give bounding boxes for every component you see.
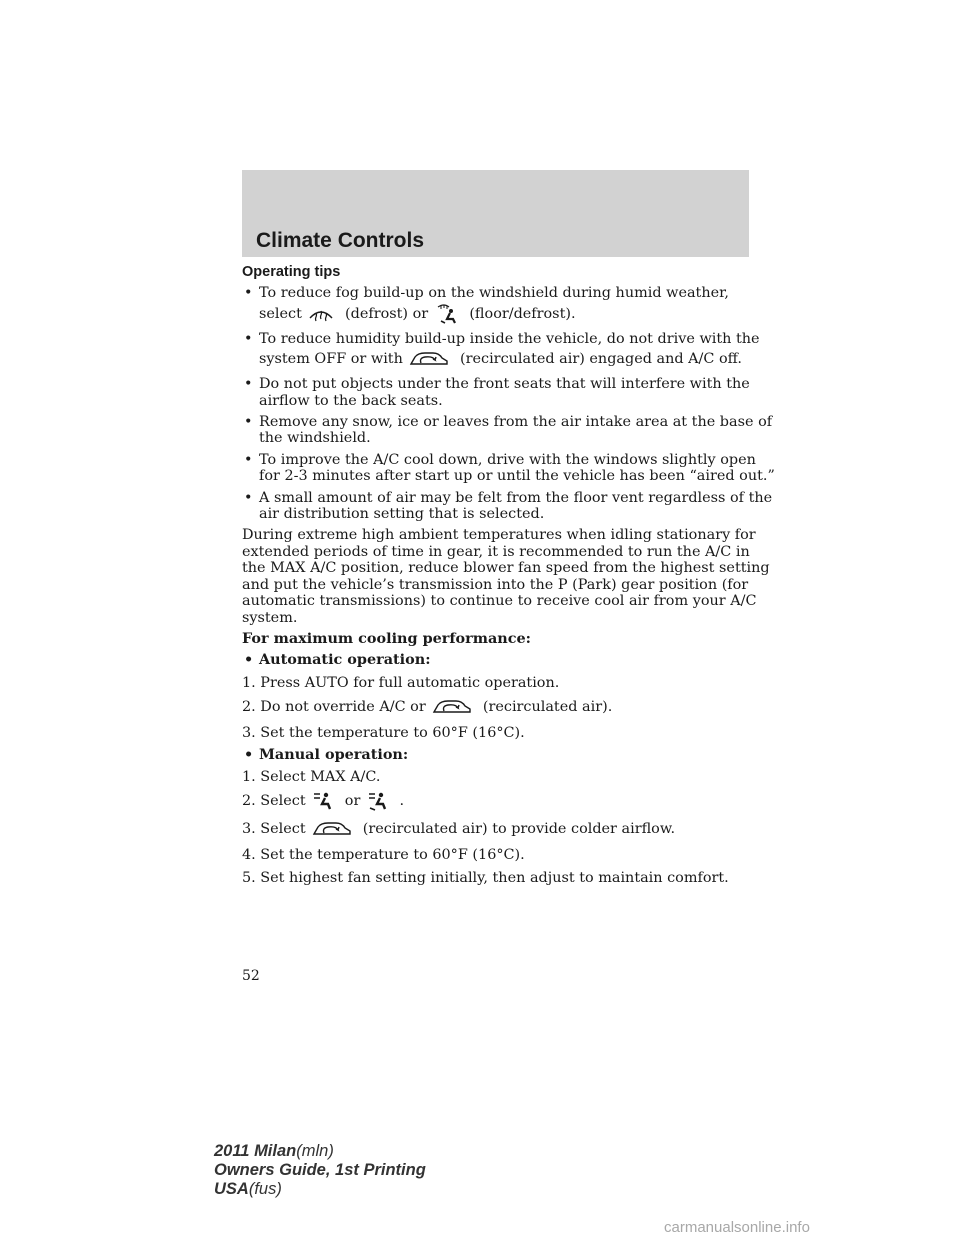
max-cooling-heading: For maximum cooling performance: (242, 629, 531, 647)
defrost-icon (308, 304, 334, 324)
bullet: • (244, 285, 253, 302)
bullet: • (244, 451, 253, 468)
auto-step-3: 3. Set the temperature to 60°F (16°C). (242, 725, 525, 742)
operating-tips-heading: Operating tips (242, 264, 341, 280)
bullet: • (244, 651, 254, 669)
bullet: • (244, 414, 253, 431)
high-ambient-paragraph: During extreme high ambient temperatures when idling stationary for extended periods of time in gear, it is recommended to run the A/C in the MAX A/C position, reduce blower fan speed from the highest setting and put the vehicle’s transmission into the P (Park) gear position (for automatic transmissions) to continue to receive cool air from your A/C system. (242, 527, 770, 626)
bullet: • (244, 745, 254, 763)
bullet: • (244, 489, 253, 506)
manual-step-4: 4. Set the temperature to 60°F (16°C). (242, 847, 525, 864)
section-header-band (242, 170, 749, 257)
automatic-operation-heading: • Automatic operation: (244, 651, 431, 669)
section-title: Climate Controls (256, 229, 425, 252)
panel-vent-icon (312, 790, 334, 812)
manual-step-1: 1. Select MAX A/C. (242, 768, 381, 785)
tip-floor-vent: • A small amount of air may be felt from the floor vent regardless of the air distribution setting that is selected. (244, 489, 773, 523)
manual-operation-heading: • Manual operation: (244, 745, 409, 763)
recirculated-air-icon (432, 697, 472, 717)
page-number: 52 (242, 968, 260, 984)
tip-seats: • Do not put objects under the front seats that will interfere with the airflow to the back seats. (244, 376, 750, 409)
manual-step-3: 3. Select (recirculated air) to provide colder airflow. (242, 821, 676, 838)
recirculated-air-icon (312, 819, 352, 839)
print-footer: 2011 Milan(mln) Owners Guide, 1st Printing USA(fus) (214, 1142, 426, 1198)
panel-floor-vent-icon (367, 790, 389, 812)
bullet: • (244, 330, 253, 347)
recirculated-air-icon (409, 349, 449, 369)
tip-humidity: • To reduce humidity build-up inside the vehicle, do not drive with the system OFF or with (recirculated air) engaged and A/C off. (244, 330, 760, 368)
auto-step-1: 1. Press AUTO for full automatic operation. (242, 674, 560, 691)
manual-step-5: 5. Set highest fan setting initially, then adjust to maintain comfort. (242, 869, 729, 886)
page-content (242, 260, 775, 886)
floor-defrost-icon (435, 303, 459, 325)
bullet: • (244, 376, 253, 393)
tip-defog: • To reduce fog build-up on the windshield during humid weather, select (defrost) or (floor/defrost). (242, 285, 757, 325)
watermark: carmanualsonline.info (664, 1219, 810, 1236)
auto-step-2: 2. Do not override A/C or (recirculated air). (242, 699, 613, 716)
tip-cool-down: • To improve the A/C cool down, drive with the windows slightly open for 2-3 minutes after start up or until the vehicle has been “aired out.” (244, 451, 775, 485)
manual-step-2: 2. Select or . (242, 789, 757, 813)
tip-air-intake: • Remove any snow, ice or leaves from the air intake area at the base of the windshield. (244, 414, 773, 447)
